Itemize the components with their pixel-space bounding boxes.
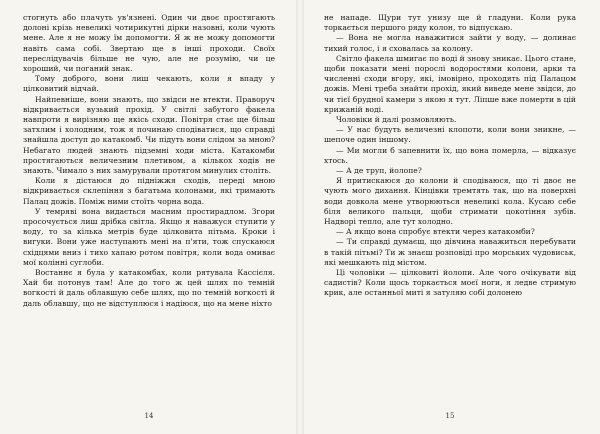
paragraph: — У нас будуть величезні клопоти, коли вони зникне, — шепоче один іншому. [324,125,576,145]
page-number-left: 14 [144,412,154,420]
left-page-text [23,13,275,309]
paragraph: Тому доброго, вони лиш чекають, коли я впаду у цілковитий відчай. [23,74,275,94]
paragraph: Найпевніше, вони знають, що звідси не втекти. Праворуч відкривається вузький прохід. У світлі забутого факела навпроти я вирізняю ще якісь сходи. Повітря стає ще більш затхлим і холодним, тож я починаю сподіватися, що справді знайшла доступ до катакомб. Чи підуть вони слідом за мною? Небагато людей знають підземні ходи міста. Катакомби простягаються величезним плетивом, а кількох ходів не знають. Чимало з них замурували протягом минулих століть. [23,94,275,176]
right-page [300,0,600,434]
paragraph: Світло факела шмигає по воді й знову зникає. Цього стане, щоби показати мені порослі водоростями колони, арки та численні сходи вгору, які, імовірно, проходять під Палацом дожів. Мені треба знайти прохід, який виведе мене звідси, до чи тієї брудної камери з якою я тут. Ліпше вже померти в цій крижаній воді. [324,53,576,114]
paragraph: Востаннє я була у катакомбах, коли рятувала Кассієля. Хай би потонув там! Але до того ж цей шлях по темній вогкості й даль облавшую себе шлях, що по темній вогкості й даль облавшу, що не відступлюся і надіюся, що на мене ніхто [23,268,275,308]
paragraph: Я притискаюся до колони й сподіваюся, що ті двоє не чують мого дихання. Кінцівки тремтять так, що на поверхні води довкола мене утворюються невеликі кола. Кусаю себе біля великого пальця, щоби стримати цокотіння зубів. Надворі тепло, але тут холодно. [324,176,576,227]
paragraph: — А де труп, йолопе? [336,166,422,176]
paragraph: — Вона не могла наважитися зайти у воду, — долинає тихий голос, і я сховалась за колону. [324,33,576,53]
paragraph: — А якщо вона спробує втекти через катакомби? [336,227,535,237]
paragraph: Коли я дістаюся до підніжжя сходів, переді мною відкривається склепіння з багатьма колонами, які тримають Палац дожів. Поміж ними стоїть чорна вода. [23,176,275,206]
paragraph: — Ти справді думаєш, що дівчина наважиться перебувати в такій пітьмі? Ти ж знаєш розповіді про морських чудовиськ, які мешкають під містом. [324,237,576,267]
paragraph: стогнуть або плачуть ув'язнені. Один чи двоє простягають долоні крізь невеликі чотирикутні дірки назовні, коли чують мене. Але я не можу їм допомогти. Я ж не можу допомогти навіть сама собі. Звертаю ще в інші проходи. Своїх переслідувачів більше не чую, але не розумію, чи це хороший, чи поганий знак. [23,13,275,74]
paragraph: Чоловіки й далі розмовляють. [336,115,457,125]
paragraph: У темряві вона видається масним простирадлом. Згори просочується лиш дрібка світла. Якщо я наважуся ступити у воду, то за кілька метрів буде цілковита пітьма. Кроки і вигуки. Вони уже наступають мені на п'яти, тож спускаюся східцями вниз і тихо хапаю ротом повітря, коли вода омиває мої колінні суглоби. [23,206,275,267]
page-number-right: 15 [445,412,455,420]
paragraph: Ці чоловіки — цілковиті йолопи. Але чого очікувати від садистів? Коли щось торкається моєї ноги, я ледве стримую крик, але останньої миті я затуляю собі долонею [324,268,576,298]
paragraph: — Ми могли б запевнити їх, що вона померла, — відказує хтось. [324,145,576,165]
right-page-text [324,13,576,299]
paragraph: не нападе. Щури тут унизу ще й гладуни. Коли рука торкається першого ряду колон, то відпускаю. [324,13,576,33]
